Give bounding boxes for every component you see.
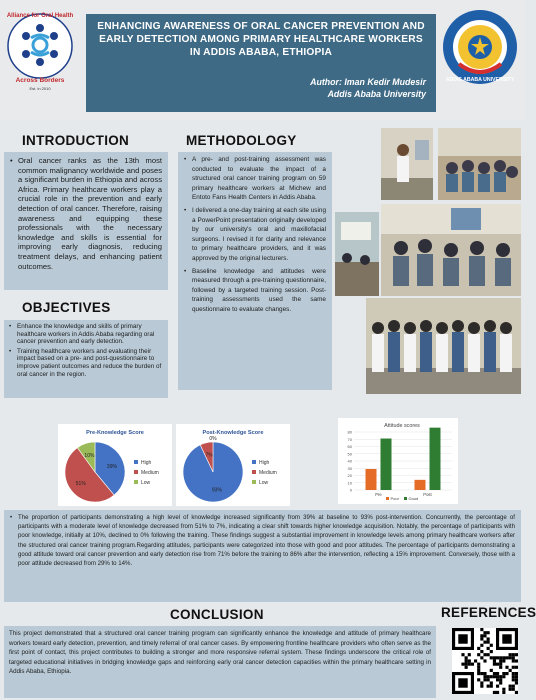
bar-good-pre — [381, 439, 392, 490]
university-seal-text: ADDIS ABABA UNIVERSITY — [445, 77, 515, 83]
qr-module — [499, 678, 502, 681]
x-tick-label: Pre — [375, 492, 382, 497]
qr-module — [483, 653, 486, 656]
qr-module — [499, 656, 502, 659]
qr-module — [493, 672, 496, 675]
author-affiliation: Addis Ababa University — [327, 89, 426, 99]
chart-title: Post-Knowledge Score — [202, 430, 264, 436]
qr-module — [487, 653, 490, 656]
qr-module — [512, 678, 515, 681]
photo-group — [366, 298, 521, 394]
bar-poor-pre — [366, 469, 377, 490]
bar-poor-post — [415, 480, 426, 490]
qr-module — [490, 669, 493, 672]
qr-module — [499, 675, 502, 678]
qr-module — [490, 681, 493, 684]
qr-module — [505, 666, 508, 669]
qr-module — [483, 631, 486, 634]
objective-item: • Training healthcare workers and evaluating their impact based on a pre- and post-questionnaire to improve patient outcomes and reduce the burden of oral cancer in the region. — [9, 348, 163, 378]
y-tick-label: 20 — [347, 473, 352, 479]
qr-module — [477, 663, 480, 666]
qr-module — [487, 678, 490, 681]
qr-module — [496, 678, 499, 681]
x-tick-label: Post — [423, 492, 432, 497]
qr-module — [509, 653, 512, 656]
qr-module — [477, 666, 480, 669]
y-tick-label: 30 — [347, 465, 352, 471]
y-tick-label: 40 — [347, 458, 352, 464]
photo-lecture — [381, 204, 521, 296]
y-tick-label: 0 — [349, 487, 352, 493]
qr-module — [465, 666, 468, 669]
qr-module — [499, 681, 502, 684]
post-knowledge-chart-card — [176, 424, 290, 506]
qr-module — [515, 653, 518, 656]
qr-module — [480, 650, 483, 653]
qr-module — [499, 663, 502, 666]
conclusion-heading: CONCLUSION — [170, 607, 264, 622]
qr-module — [487, 641, 490, 644]
legend-swatch-high — [134, 460, 138, 464]
qr-module — [496, 672, 499, 675]
qr-module — [515, 678, 518, 681]
qr-module — [490, 675, 493, 678]
qr-module — [477, 669, 480, 672]
qr-module — [509, 685, 512, 688]
alliance-logo-bottom: Across Borders — [15, 77, 65, 84]
qr-module — [490, 650, 493, 653]
references-qr-code[interactable] — [452, 628, 518, 694]
qr-finder-core — [502, 634, 511, 643]
qr-module — [502, 688, 505, 691]
qr-module — [515, 691, 518, 694]
legend-swatch-low — [252, 480, 256, 484]
data-label: 93% — [211, 487, 222, 494]
attitude-chart-card — [338, 418, 458, 504]
qr-module — [515, 666, 518, 669]
conclusion-box — [4, 626, 436, 698]
alliance-logo-top: Alliance for Oral Health — [6, 13, 74, 19]
qr-module — [465, 663, 468, 666]
data-label: 0% — [209, 436, 217, 442]
qr-module — [502, 675, 505, 678]
university-seal — [441, 8, 519, 86]
pre-knowledge-chart — [58, 424, 172, 506]
qr-module — [480, 672, 483, 675]
legend-label: Poor — [390, 496, 399, 501]
qr-module — [512, 688, 515, 691]
qr-module — [496, 663, 499, 666]
attitude-chart — [338, 418, 458, 504]
legend-label: High — [259, 460, 270, 466]
author-block — [310, 76, 426, 100]
qr-module — [512, 685, 515, 688]
legend-label: Medium — [141, 470, 159, 476]
author-name: Author: Iman Kedir Mudesir — [310, 77, 426, 87]
references-heading: REFERENCES — [441, 605, 536, 620]
data-label: 7% — [205, 452, 213, 459]
qr-module — [461, 653, 464, 656]
poster-header — [0, 0, 525, 120]
qr-module — [483, 641, 486, 644]
post-knowledge-chart — [176, 424, 290, 506]
qr-module — [505, 672, 508, 675]
qr-module — [502, 656, 505, 659]
qr-module — [512, 666, 515, 669]
legend-swatch-poor — [386, 497, 389, 500]
objectives-box — [4, 320, 168, 398]
qr-module — [477, 672, 480, 675]
legend-swatch-high — [252, 460, 256, 464]
qr-module — [468, 659, 471, 662]
legend-swatch-medium — [252, 470, 256, 474]
qr-module — [502, 691, 505, 694]
qr-finder-core — [458, 634, 467, 643]
qr-finder-core — [458, 678, 467, 687]
bar-good-post — [430, 428, 441, 490]
alliance-logo-est: Est. in 2010 — [29, 86, 51, 91]
qr-module — [477, 678, 480, 681]
alliance-logo — [6, 8, 74, 94]
qr-module — [490, 644, 493, 647]
objective-item: • Enhance the knowledge and skills of primary healthcare workers in Addis Ababa regarding oral cancer prevention and early detection. — [9, 323, 163, 346]
introduction-heading: INTRODUCTION — [22, 133, 130, 148]
introduction-text: • Oral cancer ranks as the 13th most common malignancy worldwide and poses a significant burden in Ethiopia and across Africa. Primary healthcare workers play a crucial role in the prevention and early detection of oral cancer. Therefore, raising awareness and equipping these professionals with the necessary knowledge and skills is essential for improving early diagnosis, reducing treatment delays, and enhancing patient outcomes. — [10, 156, 162, 271]
qr-module — [509, 669, 512, 672]
y-tick-label: 10 — [347, 480, 352, 486]
qr-module — [499, 666, 502, 669]
methodology-item: • Baseline knowledge and attitudes were measured through a pre-training questionnaire, followed by a targeted training session. Post-training assessments used the same questionnaire to evaluate changes. — [184, 267, 326, 315]
qr-module — [493, 663, 496, 666]
qr-module — [480, 634, 483, 637]
legend-swatch-good — [404, 497, 407, 500]
qr-module — [477, 647, 480, 650]
legend-label: Good — [408, 496, 419, 501]
poster-title: ENHANCING AWARENESS OF ORAL CANCER PREVENTION AND EARLY DETECTION AMONG PRIMARY HEALTHCARE WORKERS IN ADDIS ABABA, ETHIOPIA — [97, 21, 425, 58]
qr-module — [509, 656, 512, 659]
qr-module — [483, 678, 486, 681]
qr-module — [496, 675, 499, 678]
qr-module — [512, 672, 515, 675]
qr-module — [502, 672, 505, 675]
qr-module — [502, 659, 505, 662]
qr-module — [490, 685, 493, 688]
qr-module — [515, 659, 518, 662]
legend-swatch-low — [134, 480, 138, 484]
chart-title: Attitude scores — [384, 423, 420, 429]
qr-module — [480, 681, 483, 684]
qr-module — [483, 659, 486, 662]
legend-label: High — [141, 460, 152, 466]
qr-module — [515, 675, 518, 678]
photo-session — [335, 212, 379, 296]
qr-module — [499, 659, 502, 662]
qr-module — [480, 644, 483, 647]
qr-module — [493, 691, 496, 694]
qr-module — [512, 659, 515, 662]
objectives-heading: OBJECTIVES — [22, 300, 111, 315]
qr-module — [468, 653, 471, 656]
qr-module — [512, 653, 515, 656]
y-tick-label: 70 — [347, 436, 352, 442]
methodology-item: • A pre- and post-training assessment was conducted to evaluate the impact of a structured oral cancer training program on 59 primary healthcare workers at Michew and Entoto Fans Health Centers in Addis Ababa. — [184, 155, 326, 203]
qr-module — [505, 656, 508, 659]
methodology-box — [178, 152, 332, 390]
qr-module — [474, 659, 477, 662]
qr-module — [490, 656, 493, 659]
qr-module — [483, 672, 486, 675]
data-label: 39% — [106, 463, 117, 470]
qr-module — [496, 691, 499, 694]
qr-module — [465, 656, 468, 659]
pre-knowledge-chart-card — [58, 424, 172, 506]
qr-module — [509, 688, 512, 691]
legend-label: Medium — [259, 470, 277, 476]
y-tick-label: 80 — [347, 429, 352, 435]
methodology-item: • I delivered a one-day training at each site using a PowerPoint presentation originally developed by our university's oral and maxillofacial surgeons. I revised it for clarity and relevance to primary healthcare providers, and it was approved by the original lecturers. — [184, 206, 326, 264]
data-label: 10% — [84, 452, 95, 459]
qr-module — [487, 637, 490, 640]
y-tick-label: 50 — [347, 451, 352, 457]
qr-module — [493, 659, 496, 662]
qr-module — [487, 631, 490, 634]
y-tick-label: 60 — [347, 444, 352, 450]
methodology-heading: METHODOLOGY — [186, 133, 297, 148]
qr-module — [493, 675, 496, 678]
qr-module — [483, 675, 486, 678]
qr-module — [515, 672, 518, 675]
legend-label: Low — [141, 480, 151, 486]
qr-module — [480, 628, 483, 631]
conclusion-text: This project demonstrated that a structured oral cancer training program can significantly enhance the knowledge and attitude of primary healthcare workers toward early detection, prevention, and timely referral of oral cancer cases. By empowering frontline healthcare providers who often serve as the first point of contact, this project contributes to building a stronger and more responsive referral system. These findings underscore the critical role of targeted educational initiatives in bridging knowledge gaps and reinforcing early oral cancer detection capacities within the primary healthcare setting in Addis Ababa, Ethiopia. — [9, 630, 431, 676]
photo-classroom — [438, 128, 521, 200]
chart-title: Pre-Knowledge Score — [86, 430, 144, 436]
qr-module — [496, 685, 499, 688]
introduction-box — [4, 152, 168, 290]
photo-presenter — [381, 128, 433, 200]
qr-module — [468, 663, 471, 666]
qr-module — [512, 675, 515, 678]
results-box — [4, 510, 521, 602]
title-banner — [86, 14, 436, 112]
results-text: • The proportion of participants demonstrating a high level of knowledge increased significantly from 39% at baseline to 93% post-intervention. Concurrently, the percentage of participants with a moderate level of knowledge decreased from 51% to 7%, indicating a clear shift towards higher knowledge acquisition. Notably, the percentage of participants with poor knowledge, initially at 10%, declined to 0% following the training. These findings suggest a substantial improvement in knowledge levels among primary healthcare workers after the structured oral cancer training program.Regarding attitudes, participants were categorized into those with good and poor attitudes. The percentage of participants demonstrating a good attitude toward oral cancer prevention and early detection rise from 71% before the training to 86% after the intervention, reflecting a 15% improvement. Conversely, those with a poor attitude decreased from 29% to 14%. — [10, 513, 515, 568]
qr-module — [471, 663, 474, 666]
qr-module — [483, 634, 486, 637]
qr-module — [465, 659, 468, 662]
qr-module — [493, 656, 496, 659]
qr-module — [480, 685, 483, 688]
legend-swatch-medium — [134, 470, 138, 474]
qr-module — [515, 681, 518, 684]
qr-module — [487, 675, 490, 678]
qr-module — [496, 656, 499, 659]
qr-module — [461, 663, 464, 666]
qr-module — [487, 647, 490, 650]
qr-module — [477, 653, 480, 656]
qr-module — [512, 656, 515, 659]
qr-module — [487, 685, 490, 688]
qr-module — [480, 637, 483, 640]
qr-module — [480, 656, 483, 659]
data-label: 51% — [75, 481, 86, 488]
legend-label: Low — [259, 480, 269, 486]
